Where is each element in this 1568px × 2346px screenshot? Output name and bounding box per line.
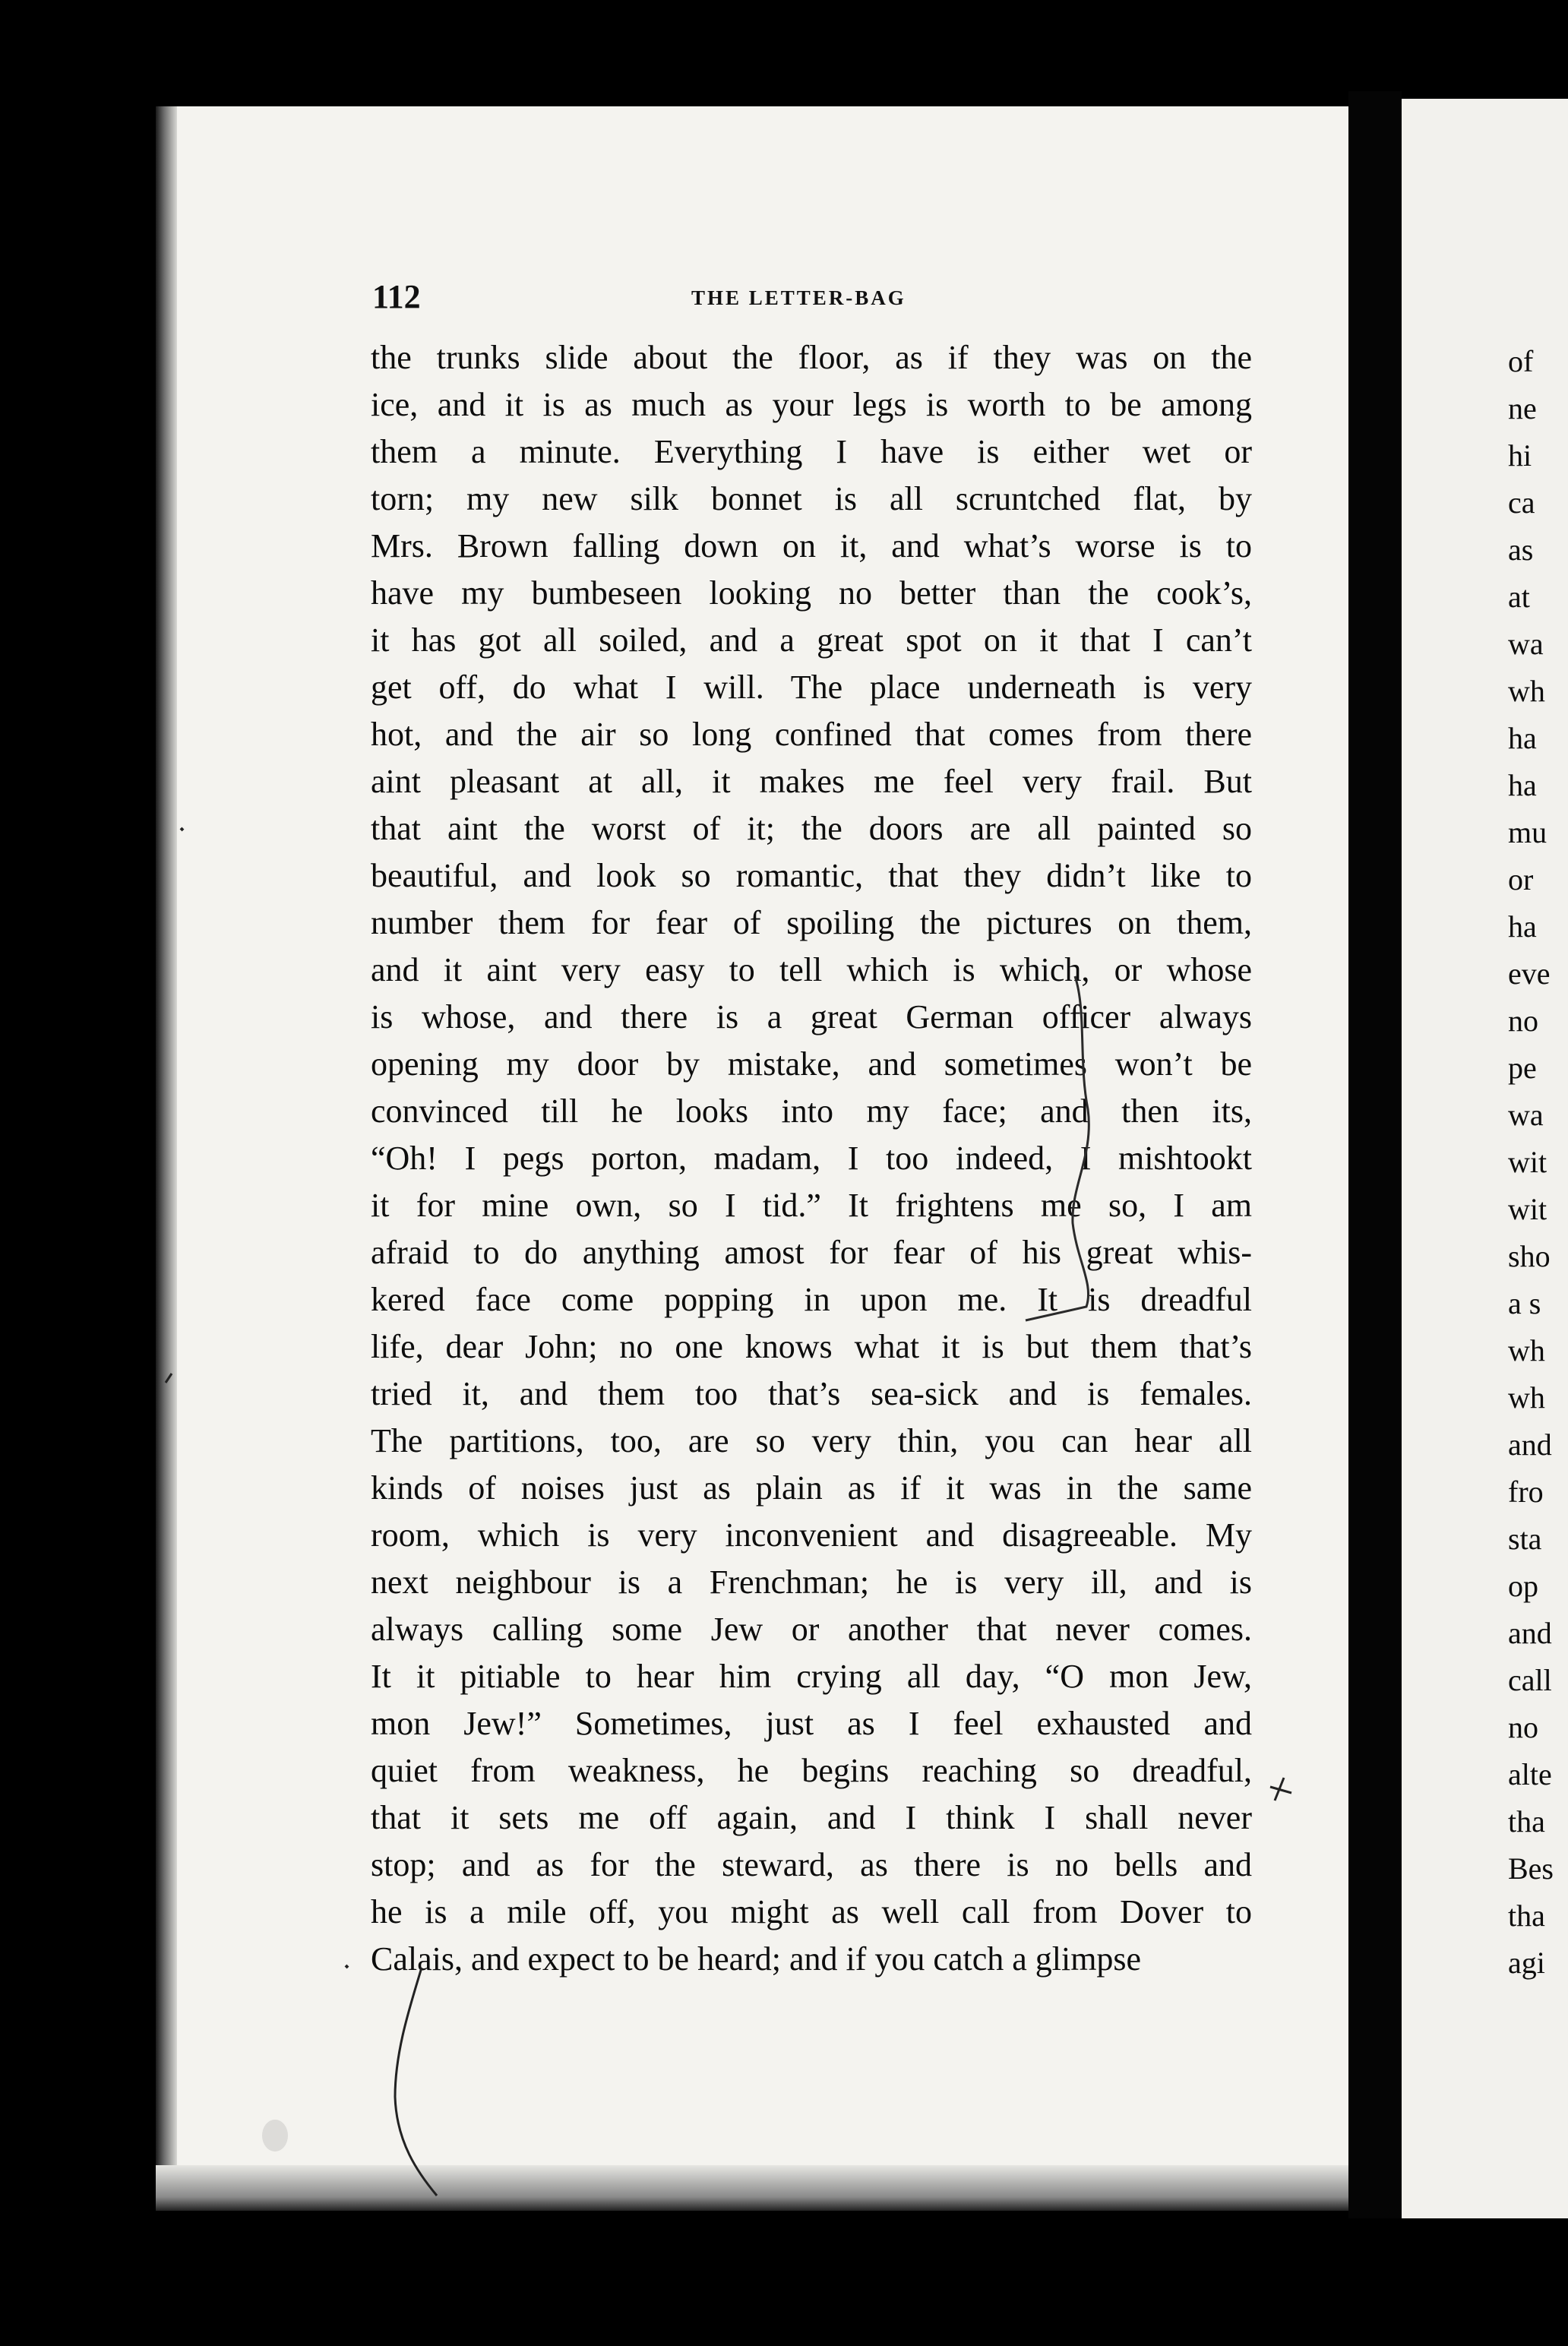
facing-text-fragment: at	[1508, 580, 1530, 614]
facing-text-fragment: no	[1508, 1710, 1538, 1744]
facing-text-fragment: ne	[1508, 391, 1537, 425]
facing-text-fragment: or	[1508, 862, 1534, 896]
facing-text-fragment: pe	[1508, 1051, 1537, 1085]
text-line: room, which is very inconvenient and disagreeable. My	[371, 1516, 1252, 1554]
facing-page-text	[1508, 338, 1568, 1987]
text-line: is whose, and there is a great German officer always	[371, 998, 1252, 1035]
text-line: beautiful, and look so romantic, that they didn’t like to	[371, 857, 1252, 894]
text-line: aint pleasant at all, it makes me feel very frail. But	[371, 763, 1252, 800]
text-line: next neighbour is a Frenchman; he is very ill, and is	[371, 1563, 1252, 1601]
facing-text-fragment: wa	[1508, 1098, 1544, 1132]
facing-text-fragment: wh	[1508, 1380, 1545, 1415]
text-line: kered face come popping in upon me. It is dreadful	[371, 1281, 1252, 1318]
facing-text-fragment: and	[1508, 1616, 1552, 1650]
text-line: stop; and as for the steward, as there is no bells and	[371, 1846, 1252, 1883]
facing-text-fragment: call	[1508, 1663, 1552, 1697]
text-line: ice, and it is as much as your legs is worth to be among	[371, 386, 1252, 423]
text-line: tried it, and them too that’s sea-sick and is females.	[371, 1375, 1252, 1412]
facing-text-fragment: op	[1508, 1569, 1538, 1603]
facing-text-fragment: tha	[1508, 1899, 1545, 1933]
text-line: mon Jew!” Sometimes, just as I feel exhausted and	[371, 1705, 1252, 1742]
text-line: torn; my new silk bonnet is all scruntched flat, by	[371, 480, 1252, 517]
text-line: hot, and the air so long confined that comes from there	[371, 716, 1252, 753]
facing-text-fragment: sta	[1508, 1522, 1542, 1556]
facing-text-fragment: wh	[1508, 1333, 1545, 1367]
page-number: 112	[372, 278, 421, 315]
text-line: Mrs. Brown falling down on it, and what’s worse is to	[371, 527, 1252, 564]
body-text	[371, 334, 1252, 1983]
text-line: it has got all soiled, and a great spot on it that I can’t	[371, 621, 1252, 659]
facing-text-fragment: wa	[1508, 627, 1544, 661]
text-line: have my bumbeseen looking no better than the cook’s,	[371, 574, 1252, 612]
facing-text-fragment: of	[1508, 344, 1534, 378]
facing-text-fragment: ha	[1508, 768, 1537, 802]
text-line: Calais, and expect to be heard; and if you catch a glimpse	[371, 1940, 1142, 1978]
facing-text-fragment: tha	[1508, 1804, 1545, 1839]
facing-text-fragment: and	[1508, 1428, 1552, 1462]
text-line: number them for fear of spoiling the pictures on them,	[371, 904, 1252, 941]
text-line: quiet from weakness, he begins reaching so dreadful,	[371, 1752, 1252, 1789]
text-line: opening my door by mistake, and sometimes won’t be	[371, 1045, 1252, 1083]
page-bottom-edge	[156, 2165, 1348, 2211]
facing-text-fragment: wit	[1508, 1192, 1547, 1226]
facing-text-fragment: a s	[1508, 1286, 1541, 1320]
facing-text-fragment: alte	[1508, 1757, 1552, 1791]
facing-text-fragment: as	[1508, 533, 1534, 567]
running-head: THE LETTER-BAG	[691, 286, 906, 309]
facing-text-fragment: ha	[1508, 721, 1537, 755]
facing-text-fragment: no	[1508, 1004, 1538, 1038]
text-line: get off, do what I will. The place underneath is very	[371, 669, 1252, 706]
text-line: that it sets me off again, and I think I shall never	[371, 1799, 1252, 1836]
text-line: the trunks slide about the floor, as if they was on the	[371, 339, 1252, 376]
text-line: afraid to do anything amost for fear of his great whis-	[371, 1234, 1252, 1271]
text-line: he is a mile off, you might as well call from Dover to	[371, 1893, 1252, 1930]
text-line: The partitions, too, are so very thin, you can hear all	[371, 1422, 1252, 1459]
facing-text-fragment: wit	[1508, 1145, 1547, 1179]
facing-text-fragment: eve	[1508, 956, 1551, 991]
page-edge-shadow	[156, 106, 177, 2203]
text-line: that aint the worst of it; the doors are all painted so	[371, 810, 1252, 847]
facing-text-fragment: wh	[1508, 674, 1545, 708]
facing-text-fragment: ca	[1508, 485, 1535, 520]
facing-text-fragment: agi	[1508, 1946, 1545, 1980]
text-line: life, dear John; no one knows what it is but them that’s	[371, 1328, 1252, 1365]
text-line: it for mine own, so I tid.” It frightens me so, I am	[371, 1187, 1252, 1224]
text-line: It it pitiable to hear him crying all day, “O mon Jew,	[371, 1658, 1252, 1695]
text-line: them a minute. Everything I have is either wet or	[371, 433, 1252, 470]
facing-text-fragment: fro	[1508, 1475, 1544, 1509]
page-header	[372, 277, 1284, 330]
facing-text-fragment: sho	[1508, 1239, 1551, 1273]
book-gutter	[1348, 91, 1402, 2218]
text-line: always calling some Jew or another that never comes.	[371, 1611, 1252, 1648]
facing-text-fragment: Bes	[1508, 1851, 1554, 1886]
paper-stain	[262, 2120, 288, 2152]
text-line: “Oh! I pegs porton, madam, I too indeed, I mishtookt	[371, 1140, 1252, 1177]
facing-text-fragment: mu	[1508, 815, 1547, 849]
facing-text-fragment: ha	[1508, 909, 1537, 944]
text-line: and it aint very easy to tell which is which, or whose	[371, 951, 1252, 988]
text-line: kinds of noises just as plain as if it was in the same	[371, 1469, 1252, 1507]
facing-text-fragment: hi	[1508, 438, 1532, 473]
text-line: convinced till he looks into my face; and then its,	[371, 1092, 1252, 1130]
